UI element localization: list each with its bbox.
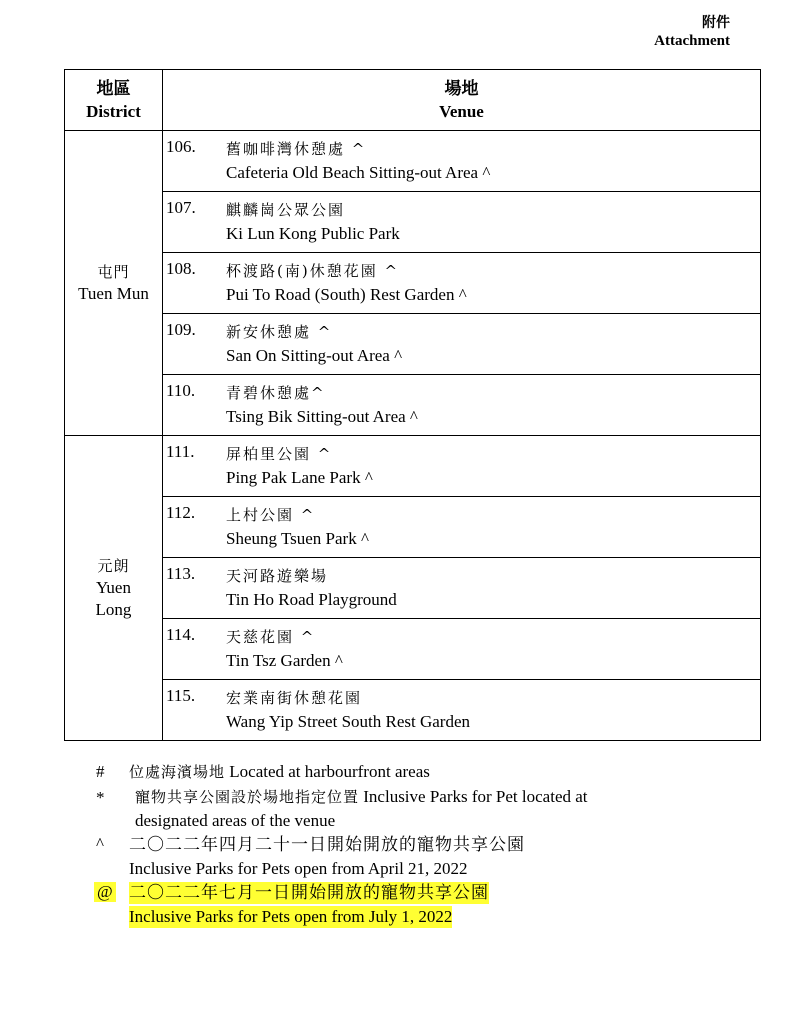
note-hash-symbol: # <box>96 762 105 781</box>
venue-cell <box>163 680 761 741</box>
header-venue-zh: 場地 <box>444 79 479 98</box>
venue-name-zh: 天慈花園 ^ <box>226 628 316 646</box>
district-tuen-mun <box>65 131 163 436</box>
venue-name-en: Cafeteria Old Beach Sitting-out Area ^ <box>226 163 491 182</box>
header-venue-en: Venue <box>439 102 484 121</box>
table-row <box>65 497 761 558</box>
venue-name-zh: 新安休憩處 ^ <box>226 323 333 341</box>
venue-cell <box>163 253 761 314</box>
district-en-line-1: Yuen <box>96 578 131 597</box>
note-at-symbol: @ <box>94 882 116 902</box>
venue-name-zh: 麒麟崗公眾公園 <box>226 201 346 219</box>
venue-name-zh: 舊咖啡灣休憩處 ^ <box>226 140 367 158</box>
table-row <box>65 131 761 192</box>
district-zh: 元朗 <box>97 557 130 575</box>
note-hash <box>129 761 430 783</box>
venue-cell <box>163 436 761 497</box>
attachment-label-zh: 附件 <box>702 16 730 31</box>
venue-cell <box>163 375 761 436</box>
header-venue <box>163 70 761 131</box>
note-at-en: Inclusive Parks for Pets open from July 1, 2022 <box>129 907 453 926</box>
note-star-en-2: designated areas of the venue <box>135 811 336 830</box>
note-star <box>135 786 588 808</box>
district-en: Tuen Mun <box>78 284 149 303</box>
table-row <box>65 314 761 375</box>
venue-cell <box>163 314 761 375</box>
venue-name-en: Ki Lun Kong Public Park <box>226 224 400 243</box>
table-row <box>65 619 761 680</box>
venue-number: 115. <box>166 686 196 705</box>
venue-number: 106. <box>166 137 196 156</box>
venue-cell <box>163 497 761 558</box>
table-row <box>65 253 761 314</box>
header-district <box>65 70 163 131</box>
note-caret-symbol: ^ <box>96 834 104 853</box>
venue-name-en: Tin Tsz Garden ^ <box>226 651 343 670</box>
note-caret-zh: 二〇二二年四月二十一日開始開放的寵物共享公園 <box>129 835 525 855</box>
table-row <box>65 436 761 497</box>
note-at-zh: 二〇二二年七月一日開始開放的寵物共享公園 <box>129 883 489 903</box>
venue-number: 112. <box>166 503 196 522</box>
venue-name-en: Pui To Road (South) Rest Garden ^ <box>226 285 467 304</box>
table-row <box>65 680 761 741</box>
venue-cell <box>163 619 761 680</box>
district-yuen-long <box>65 436 163 741</box>
header-district-en: District <box>86 102 141 121</box>
note-hash-zh: 位處海濱場地 <box>129 763 226 781</box>
venue-name-en: Tsing Bik Sitting-out Area ^ <box>226 407 418 426</box>
note-caret-en: Inclusive Parks for Pets open from April 21, 2022 <box>129 859 468 878</box>
venue-cell <box>163 192 761 253</box>
table-row <box>65 558 761 619</box>
note-star-en-1: Inclusive Parks for Pet located at <box>363 787 588 806</box>
venue-number: 111. <box>166 442 195 461</box>
venue-number: 113. <box>166 564 196 583</box>
district-en-line-2: Long <box>95 600 132 619</box>
venue-cell <box>163 131 761 192</box>
venue-name-en: Ping Pak Lane Park ^ <box>226 468 373 487</box>
venue-name-en: Wang Yip Street South Rest Garden <box>226 712 470 731</box>
venue-number: 110. <box>166 381 196 400</box>
venue-name-zh: 青碧休憩處^ <box>226 384 326 402</box>
attachment-label-en: Attachment <box>654 33 730 49</box>
venue-name-zh: 宏業南街休憩花園 <box>226 689 363 707</box>
table-header-row <box>65 70 761 131</box>
venue-number: 114. <box>166 625 196 644</box>
venue-name-zh: 上村公園 ^ <box>226 506 316 524</box>
note-hash-en: Located at harbourfront areas <box>229 762 430 781</box>
table-row <box>65 375 761 436</box>
venue-name-en: Tin Ho Road Playground <box>226 590 397 609</box>
venue-number: 107. <box>166 198 196 217</box>
note-star-zh: 寵物共享公園設於場地指定位置 <box>135 788 360 806</box>
district-zh: 屯門 <box>97 263 130 281</box>
venue-name-en: San On Sitting-out Area ^ <box>226 346 403 365</box>
table-row <box>65 192 761 253</box>
venue-cell <box>163 558 761 619</box>
header-district-zh: 地區 <box>96 79 131 98</box>
venue-number: 109. <box>166 320 196 339</box>
venue-name-en: Sheung Tsuen Park ^ <box>226 529 369 548</box>
venue-table <box>64 69 761 741</box>
venue-number: 108. <box>166 259 196 278</box>
venue-name-zh: 屏柏里公園 ^ <box>226 445 333 463</box>
note-star-symbol: * <box>96 788 105 807</box>
venue-name-zh: 杯渡路(南)休憩花園 ^ <box>226 262 400 280</box>
venue-name-zh: 天河路遊樂場 <box>226 567 329 585</box>
